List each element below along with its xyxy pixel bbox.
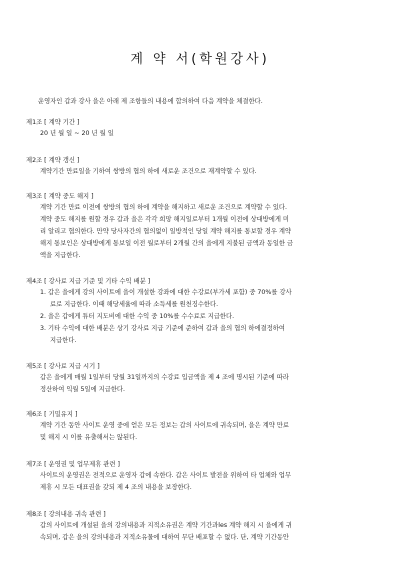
article-line: 20 년 월 일 ~ 20 년 월 일 [40,130,114,137]
article-line: 계약 기간 동안 사이트 운영 중에 얻은 모든 정보는 갑의 사이트에 귀속되며, 을은 계약 만료 [40,422,290,429]
article-line: 해지 통보인은 상대방에게 통보일 이전 월로부터 2개월 간의 을에게 지불된 금액과 동일한 금 [40,240,294,247]
article-heading: 제7조 [ 운영권 및 업무제휴 관련 ] [26,461,120,468]
article-heading: 제8조 [ 강의내용 귀속 관련 ] [26,511,106,518]
article-3 [26,192,376,262]
article-heading: 제1조 [ 계약 기간 ] [26,119,80,126]
article-1 [26,118,376,140]
article-heading: 제2조 [ 계약 갱신 ] [26,157,80,164]
article-6 [26,410,376,444]
article-line: 3. 기타 수익에 대한 배분은 상기 강사료 지급 기준에 준하여 갑과 을의 협의 하에결정하여 [40,325,285,332]
article-line: 1. 갑은 을에게 강의 사이트에 을이 개설한 강좌에 대한 수강료(부가세 포함) 중 70%를 강사 [40,289,292,296]
article-8 [26,510,376,544]
article-line: 2. 을은 갑에게 튜터 지도비에 대한 수익 중 10%를 수수료로 지급한다. [40,313,235,320]
article-line: 계약 기간 만료 이전에 쌍방의 협의 하에 계약을 해지하고 새로운 조건으로 계약할 수 있다. [40,204,288,211]
document-title: 계 약 서(학원강사) [130,52,270,67]
article-line: 속되며, 갑은 을의 강의내용과 지적소유물에 대하여 무단 배포할 수 없다. 단, 계약 기간동안 [40,534,290,541]
article-heading: 제5조 [ 강사료 지급 시기 ] [26,363,100,370]
article-4 [26,277,376,347]
article-line: 계약기간 만료일을 기하여 쌍방의 협의 하에 새로운 조건으로 재계약할 수 있다. [40,168,257,175]
article-line: 갑은 을에게 매월 1일부터 당월 31일까지의 수강료 입금액을 제 4 조에 명시된 기준에 따라 [40,374,289,381]
article-5 [26,362,376,396]
article-line: 사이트의 운영권은 전적으로 운영자 갑에 속한다. 갑은 사이트 발전을 위하여 타 업체와 업무 [40,472,292,479]
article-heading: 제4조 [ 강사료 지급 기준 및 기타 수익 배분 ] [26,278,151,285]
article-line: 정산하여 익월 5일에 지급한다. [40,386,126,393]
article-line: 료로 지급한다. 이때 해당세율에 따라 소득세를 원천징수한다. [50,301,219,308]
intro-paragraph: 운영자인 갑과 강사 을은 아래 제 조항들의 내용에 합의하여 다음 계약을 체결한다. [38,98,263,105]
article-line: 지급한다. [50,337,77,344]
article-heading: 제3조 [ 계약 중도 해지 ] [26,193,94,200]
article-7 [26,460,376,494]
article-line: 갑의 사이트에 개설된 을의 강의내용과 지적소유권은 계약 기간과les 계약 해지 시 을에게 귀 [40,522,292,529]
article-line: 및 해지 시 이를 유출해서는 않된다. [40,434,138,441]
article-2 [26,156,376,178]
article-line: 액을 지급한다. [40,252,81,259]
article-line: 리 알리고 협의한다. 만약 당사자간의 협의없이 일방적인 당일 계약 해지를 통보할 경우 계약 [40,228,292,235]
article-line: 계약 중도 해지를 원할 경우 갑과 을은 각각 희망 해지일로부터 1개월 이전에 상대방에게 미 [40,216,290,223]
article-heading: 제6조 [ 기밀유지 ] [26,411,78,418]
article-line: 제휴 시 모든 대표권을 갖되 제 4 조의 내용을 보장한다. [40,484,192,491]
